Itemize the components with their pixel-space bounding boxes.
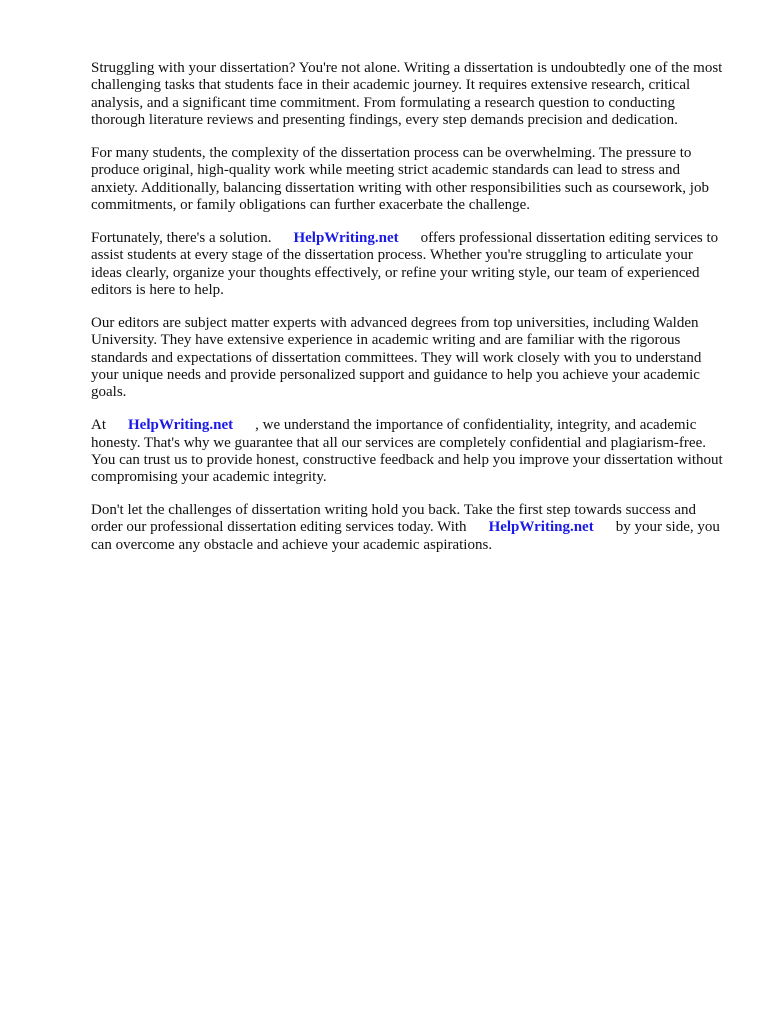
- paragraph-editors: Our editors are subject matter experts with advanced degrees from top universities, including Walden University. They have extensive experience in academic writing and are familiar with the rigorous standards and expectations of dissertation committees. They will work closely with you to understand your unique needs and provide personalized support and guidance to help you achieve your academic goals.: [91, 314, 702, 401]
- paragraph-confidentiality: [91, 417, 723, 487]
- paragraph-solution: [91, 230, 723, 300]
- cta-text-before: Don't let the challenges of dissertation writing hold you back. Take the first step towards success and order our professional dissertation editing services today. With: [91, 502, 696, 536]
- solution-text-after: offers professional dissertation editing services to assist students at every stage of the dissertation process. Whether you're struggling to articulate your ideas clearly, organize your thoughts effectively, or refine your writing style, our team of experienced editors is here to help.: [91, 229, 719, 299]
- paragraph-call-to-action: [91, 502, 723, 554]
- paragraph-intro: Struggling with your dissertation? You're not alone. Writing a dissertation is undoubtedly one of the most challenging tasks that students face in their academic journey. It requires extensive research, critical analysis, and a significant time commitment. From formulating a research question to conducting thorough literature reviews and presenting findings, every step demands precision and dedication.: [91, 60, 723, 129]
- document-page: [91, 60, 723, 570]
- confidentiality-text-after: , we understand the importance of confidentiality, integrity, and academic honesty. That's why we guarantee that all our services are completely confidential and plagiarism-free. You can trust us to provide honest, constructive feedback and help you improve your dissertation without compromising your academic integrity.: [91, 417, 723, 486]
- paragraph-challenges: For many students, the complexity of the dissertation process can be overwhelming. The pressure to produce original, high-quality work while meeting strict academic standards can lead to stress and anxiety. Additionally, balancing dissertation writing with other responsibilities such as coursework, job commitments, or family obligations can further exacerbate the challenge.: [91, 144, 709, 214]
- helpwriting-link-3[interactable]: HelpWriting.net: [488, 519, 594, 536]
- helpwriting-link-2[interactable]: HelpWriting.net: [128, 417, 234, 434]
- helpwriting-link-1[interactable]: HelpWriting.net: [293, 229, 399, 246]
- solution-text-before: Fortunately, there's a solution.: [91, 229, 272, 246]
- cta-text-after: by your side, you can overcome any obstacle and achieve your academic aspirations.: [91, 519, 720, 553]
- confidentiality-text-before: At: [91, 417, 106, 434]
